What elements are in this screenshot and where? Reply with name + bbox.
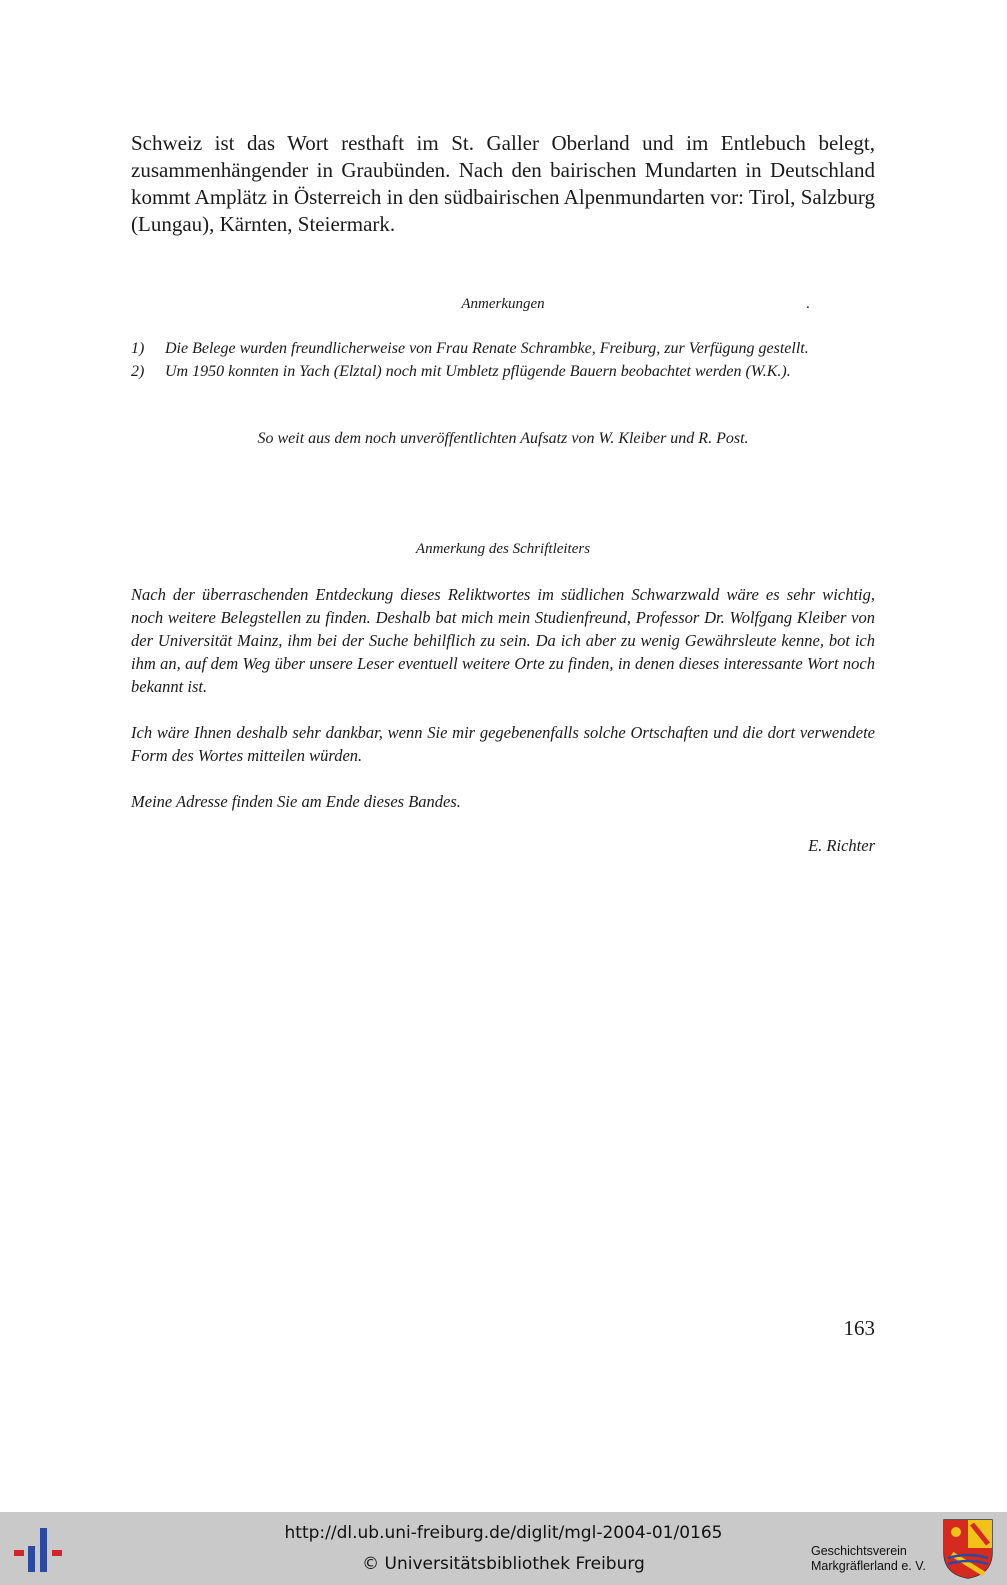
editor-paragraph: Meine Adresse finden Sie am Ende dieses Bandes. bbox=[131, 792, 461, 811]
main-paragraph: Schweiz ist das Wort resthaft im St. Galler Oberland und im Entlebuch belegt, zusammenhängender in Graubünden. Nach den bairischen Mundarten in Deutschland kommt Amplätz in Österreich in den südbairischen Alpenmundarten vor: Tirol, Salzburg (Lungau), Kärnten, Steiermark. bbox=[131, 131, 875, 236]
notes-heading bbox=[131, 296, 875, 313]
permalink-url[interactable]: http://dl.ub.uni-freiburg.de/diglit/mgl-2004-01/0165 bbox=[284, 1523, 723, 1543]
footnote-text: Um 1950 konnten in Yach (Elztal) noch mit Umbletz pflügende Bauern beobachtet werden (W.K.). bbox=[165, 363, 791, 380]
footnote-item bbox=[131, 338, 875, 359]
page-number: 163 bbox=[843, 1316, 875, 1340]
editor-heading: Anmerkung des Schriftleiters bbox=[415, 541, 591, 557]
notes-heading-text: Anmerkungen bbox=[461, 296, 545, 312]
society-line: Geschichtsverein bbox=[811, 1544, 907, 1558]
coat-of-arms-icon bbox=[942, 1518, 994, 1580]
editor-note bbox=[131, 583, 875, 880]
footnote-item bbox=[131, 361, 875, 382]
copyright-text: © Universitätsbibliothek Freiburg bbox=[362, 1554, 645, 1574]
footer-bar bbox=[0, 1512, 1007, 1585]
source-line: So weit aus dem noch unveröffentlichten Aufsatz von W. Kleiber und R. Post. bbox=[257, 430, 749, 447]
editor-paragraph: Nach der überraschenden Entdeckung dieses Reliktwortes im südlichen Schwarzwald wäre es sehr wichtig, noch weitere Belegstellen zu finden. Deshalb bat mich mein Studienfreund, Professor Dr. Wolfgang Kleiber von der Universität Mainz, ihm bei der Suche behilflich zu sein. Da ich aber zu wenig Gewährsleute kenne, bot ich ihm an, auf dem Weg über unsere Leser eventuell weitere Orte zu finden, in denen dieses interessante Wort noch bekannt ist. bbox=[131, 585, 875, 696]
footnote-number: 1) bbox=[131, 340, 145, 357]
editor-paragraph: Ich wäre Ihnen deshalb sehr dankbar, wenn Sie mir gegebenenfalls solche Ortschaften und die dort verwendete Form des Wortes mitteilen würden. bbox=[131, 723, 875, 765]
society-name bbox=[811, 1544, 926, 1574]
footnotes-list bbox=[131, 338, 875, 384]
footnote-text: Die Belege wurden freundlicherweise von Frau Renate Schrambke, Freiburg, zur Verfügung gestellt. bbox=[165, 340, 809, 357]
signature: E. Richter bbox=[808, 836, 875, 855]
footnote-number: 2) bbox=[131, 363, 145, 380]
society-line: Markgräflerland e. V. bbox=[811, 1559, 926, 1573]
notes-heading-trail: . bbox=[806, 296, 810, 312]
